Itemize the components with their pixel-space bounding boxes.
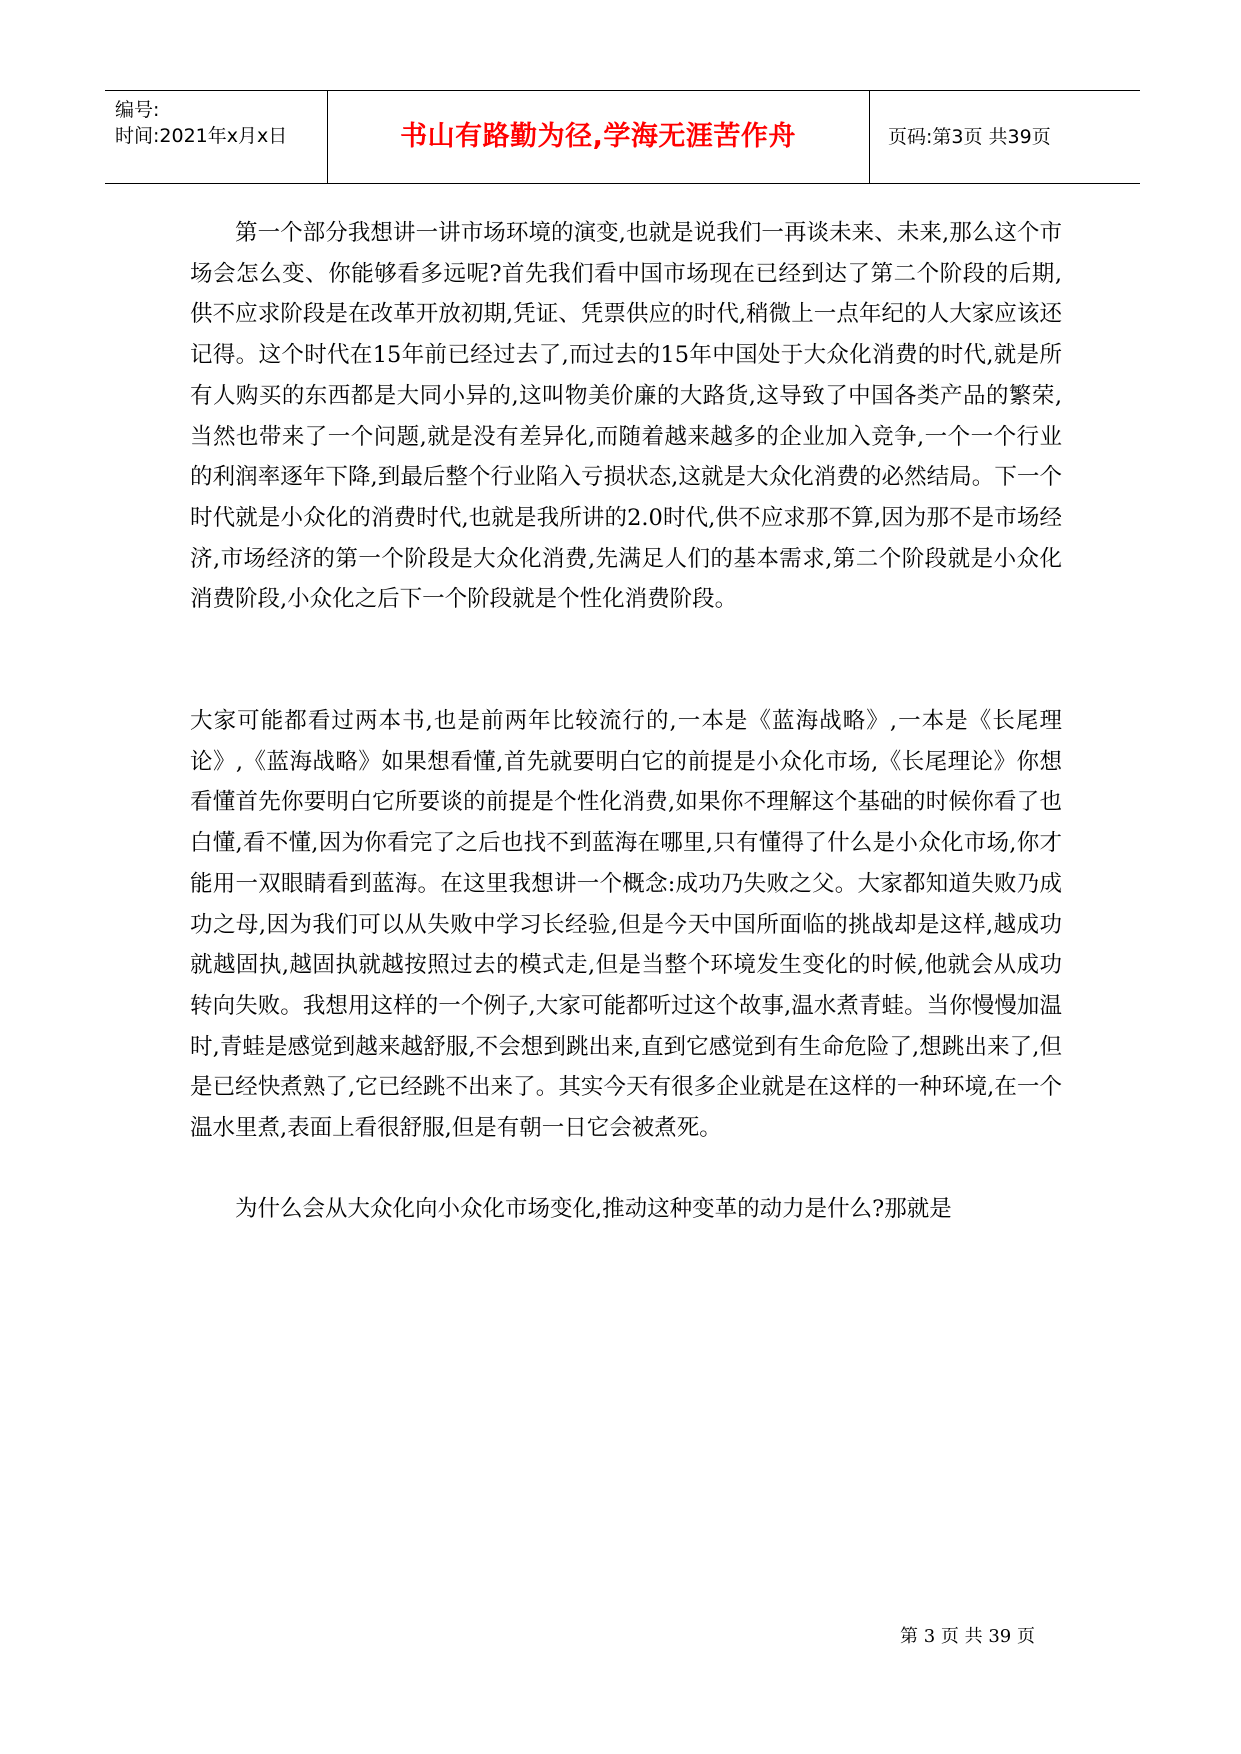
document-time-label: 时间:2021年x月x日 xyxy=(115,125,288,147)
document-body xyxy=(190,213,1062,1229)
paragraph-2: 大家可能都看过两本书,也是前两年比较流行的,一本是《蓝海战略》,一本是《长尾理论》,《蓝海战略》如果想看懂,首先就要明白它的前提是小众化市场,《长尾理论》你想看懂首先你要明白它所要谈的前提是个性化消费,如果你不理解这个基础的时候你看了也白懂,看不懂,因为你看完了之后也找不到蓝海在哪里,只有懂得了什么是小众化市场,你才能用一双眼睛看到蓝海。在这里我想讲一个概念:成功乃失败之父。大家都知道失败乃成功之母,因为我们可以从失败中学习长经验,但是今天中国所面临的挑战却是这样,越成功就越固执,越固执就越按照过去的模式走,但是当整个环境发生变化的时候,他就会从成功转向失败。我想用这样的一个例子,大家可能都听过这个故事,温水煮青蛙。当你慢慢加温时,青蛙是感觉到越来越舒服,不会想到跳出来,直到它感觉到有生命危险了,想跳出来了,但是已经快煮熟了,它已经跳不出来了。其实今天有很多企业就是在这样的一种环境,在一个温水里煮,表面上看很舒服,但是有朝一日它会被煮死。 xyxy=(190,708,1062,1142)
paragraph-1: 第一个部分我想讲一讲市场环境的演变,也就是说我们一再谈未来、未来,那么这个市场会怎么变、你能够看多远呢?首先我们看中国市场现在已经到达了第二个阶段的后期,供不应求阶段是在改革开放初期,凭证、凭票供应的时代,稍微上一点年纪的人大家应该还记得。这个时代在15年前已经过去了,而过去的15年中国处于大众化消费的时代,就是所有人购买的东西都是大同小异的,这叫物美价廉的大路货,这导致了中国各类产品的繁荣,当然也带来了一个问题,就是没有差异化,而随着越来越多的企业加入竞争,一个一个行业的利润率逐年下降,到最后整个行业陷入亏损状态,这就是大众化消费的必然结局。下一个时代就是小众化的消费时代,也就是我所讲的2.0时代,供不应求那不算,因为那不是市场经济,市场经济的第一个阶段是大众化消费,先满足人们的基本需求,第二个阶段就是小众化消费阶段,小众化之后下一个阶段就是个性化消费阶段。 xyxy=(190,220,1062,613)
paragraph-3: 为什么会从大众化向小众化市场变化,推动这种变革的动力是什么?那就是 xyxy=(235,1195,952,1222)
page-header xyxy=(105,90,1140,184)
header-motto: 书山有路勤为径,学海无涯苦作舟 xyxy=(400,121,796,152)
header-page-info: 页码:第3页 共39页 xyxy=(888,126,1051,148)
document-number-label: 编号: xyxy=(115,99,160,121)
page-footer: 第 3 页 共 39 页 xyxy=(900,1626,1035,1647)
